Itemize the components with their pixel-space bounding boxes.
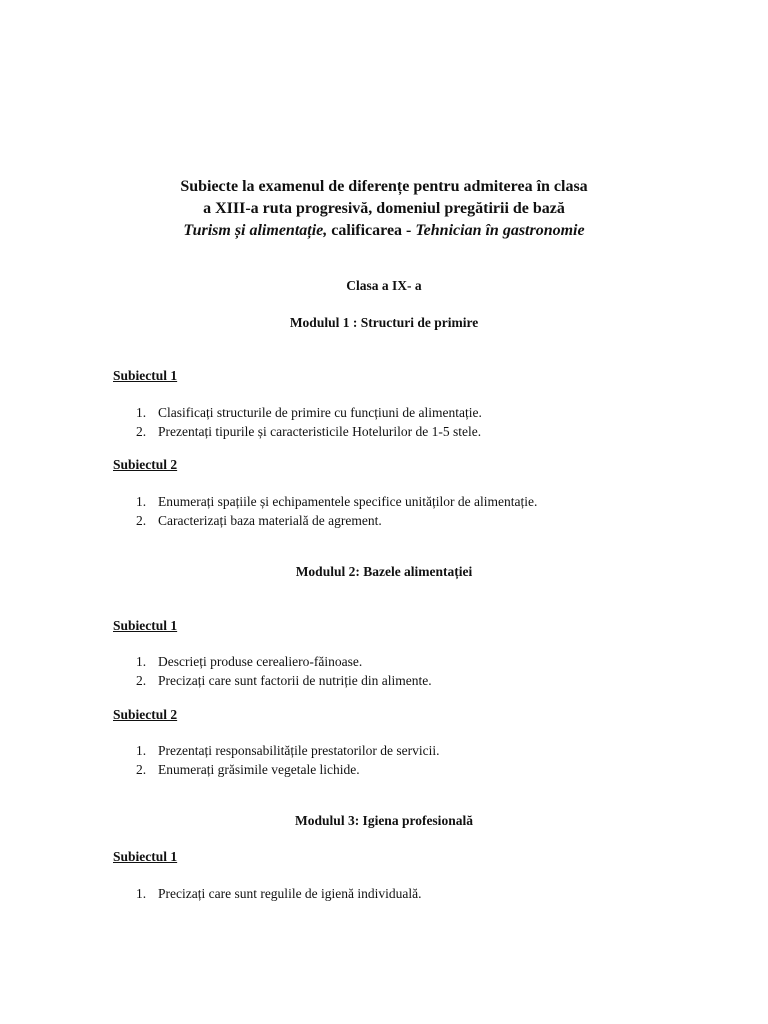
subject-question-list <box>136 741 440 779</box>
module-title: Modulul 3: Igiena profesională <box>295 813 473 828</box>
list-item: 1. Precizați care sunt regulile de igienă individuală. <box>136 886 422 901</box>
title-qualification-label: calificarea - <box>327 222 416 239</box>
list-item: 1. Descrieți produse cerealiero-făinoase. <box>136 654 363 669</box>
list-item: 1. Prezentați responsabilitățile prestatorilor de servicii. <box>136 743 440 758</box>
subject-question-list <box>136 884 422 903</box>
list-item: 1. Enumerați spațiile și echipamentele specifice unităților de alimentație. <box>136 494 538 509</box>
title-line-1: Subiecte la examenul de diferențe pentru admiterea în clasa <box>180 178 588 195</box>
subject-heading: Subiectul 2 <box>113 707 178 722</box>
module-title: Modulul 2: Bazele alimentației <box>295 564 473 579</box>
list-item: 1. Clasificați structurile de primire cu funcțiuni de alimentație. <box>136 405 482 420</box>
subject-question-list <box>136 652 432 690</box>
subject-question-list <box>136 403 482 441</box>
title-qualification: Tehnician în gastronomie <box>415 222 585 239</box>
class-heading: Clasa a IX- a <box>346 278 422 293</box>
title-line-2: a XIII-a ruta progresivă, domeniul pregătirii de bază <box>203 200 565 217</box>
list-item: 2. Prezentați tipurile și caracteristicile Hotelurilor de 1-5 stele. <box>136 424 482 439</box>
title-domain: Turism și alimentație, <box>183 222 328 239</box>
list-item: 2. Precizați care sunt factorii de nutriție din alimente. <box>136 673 432 688</box>
subject-heading: Subiectul 1 <box>113 368 178 383</box>
title-line-3 <box>0 220 768 242</box>
subject-heading: Subiectul 1 <box>113 849 178 864</box>
subject-question-list <box>136 492 537 530</box>
document-title <box>0 176 768 242</box>
list-item: 2. Caracterizați baza materială de agrement. <box>136 513 382 528</box>
module-title: Modulul 1 : Structuri de primire <box>289 315 479 330</box>
list-item: 2. Enumerați grăsimile vegetale lichide. <box>136 762 360 777</box>
subject-heading: Subiectul 2 <box>113 457 178 472</box>
subject-heading: Subiectul 1 <box>113 618 178 633</box>
